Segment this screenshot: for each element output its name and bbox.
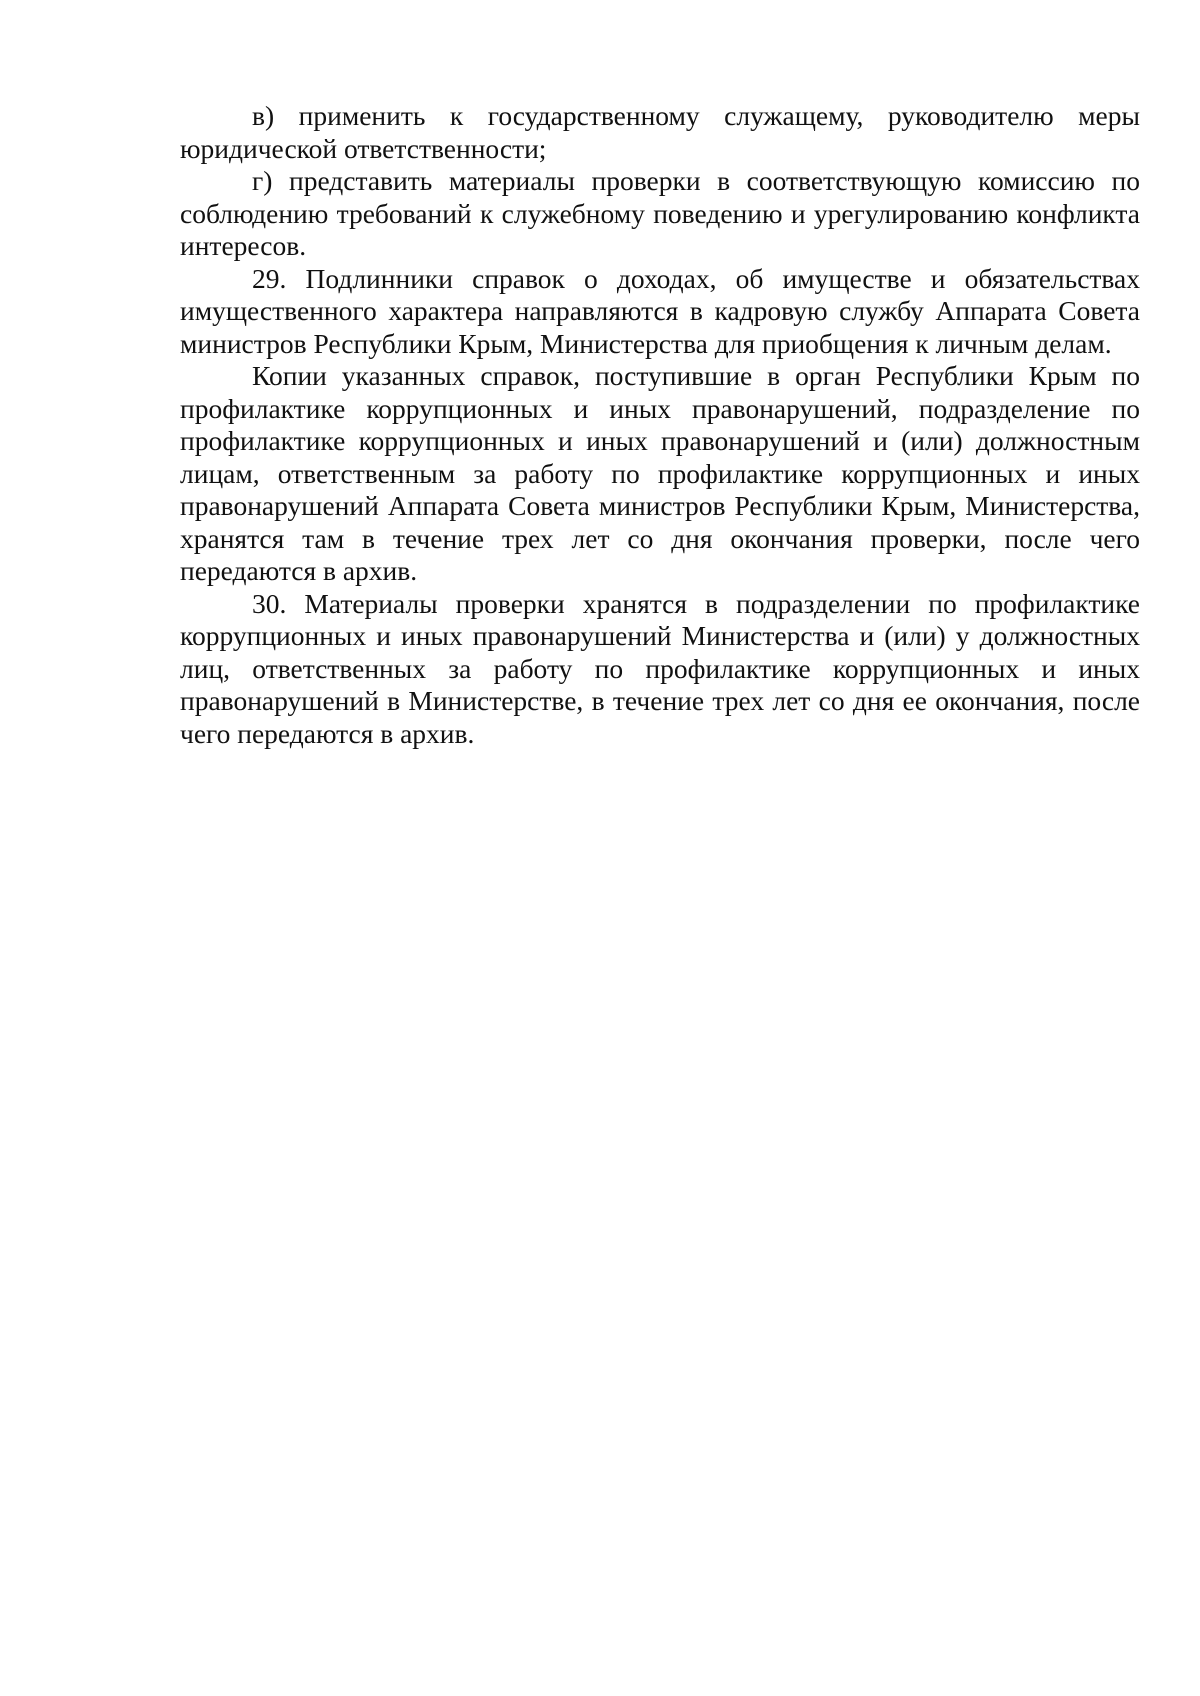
paragraph-item-v: в) применить к государственному служащему, руководителю меры юридической ответственности; bbox=[180, 100, 1140, 164]
paragraph-copies: Копии указанных справок, поступившие в орган Республики Крым по профилактике коррупционных и иных правонарушений, подразделение по профилактике коррупционных и иных правонарушений и (или) должностным лицам, ответственным за работу по профилактике коррупционных и иных правонарушений Аппарата Совета министров Республики Крым, Министерства, хранятся там в течение трех лет со дня окончания проверки, после чего передаются в архив. bbox=[180, 360, 1140, 586]
paragraph-item-g: г) представить материалы проверки в соответствующую комиссию по соблюдению требований к служебному поведению и урегулированию конфликта интересов. bbox=[180, 165, 1140, 261]
paragraph-30: 30. Материалы проверки хранятся в подразделении по профилактике коррупционных и иных правонарушений Министерства и (или) у должностных лиц, ответственных за работу по профилактике коррупционных и иных правонарушений в Министерстве, в течение трех лет со дня ее окончания, после чего передаются в архив. bbox=[180, 587, 1140, 749]
paragraph-29: 29. Подлинники справок о доходах, об имуществе и обязательствах имущественного характера направляются в кадровую службу Аппарата Совета министров Республики Крым, Министерства для приобщения к личным делам. bbox=[180, 262, 1140, 359]
document-body bbox=[180, 100, 1140, 750]
